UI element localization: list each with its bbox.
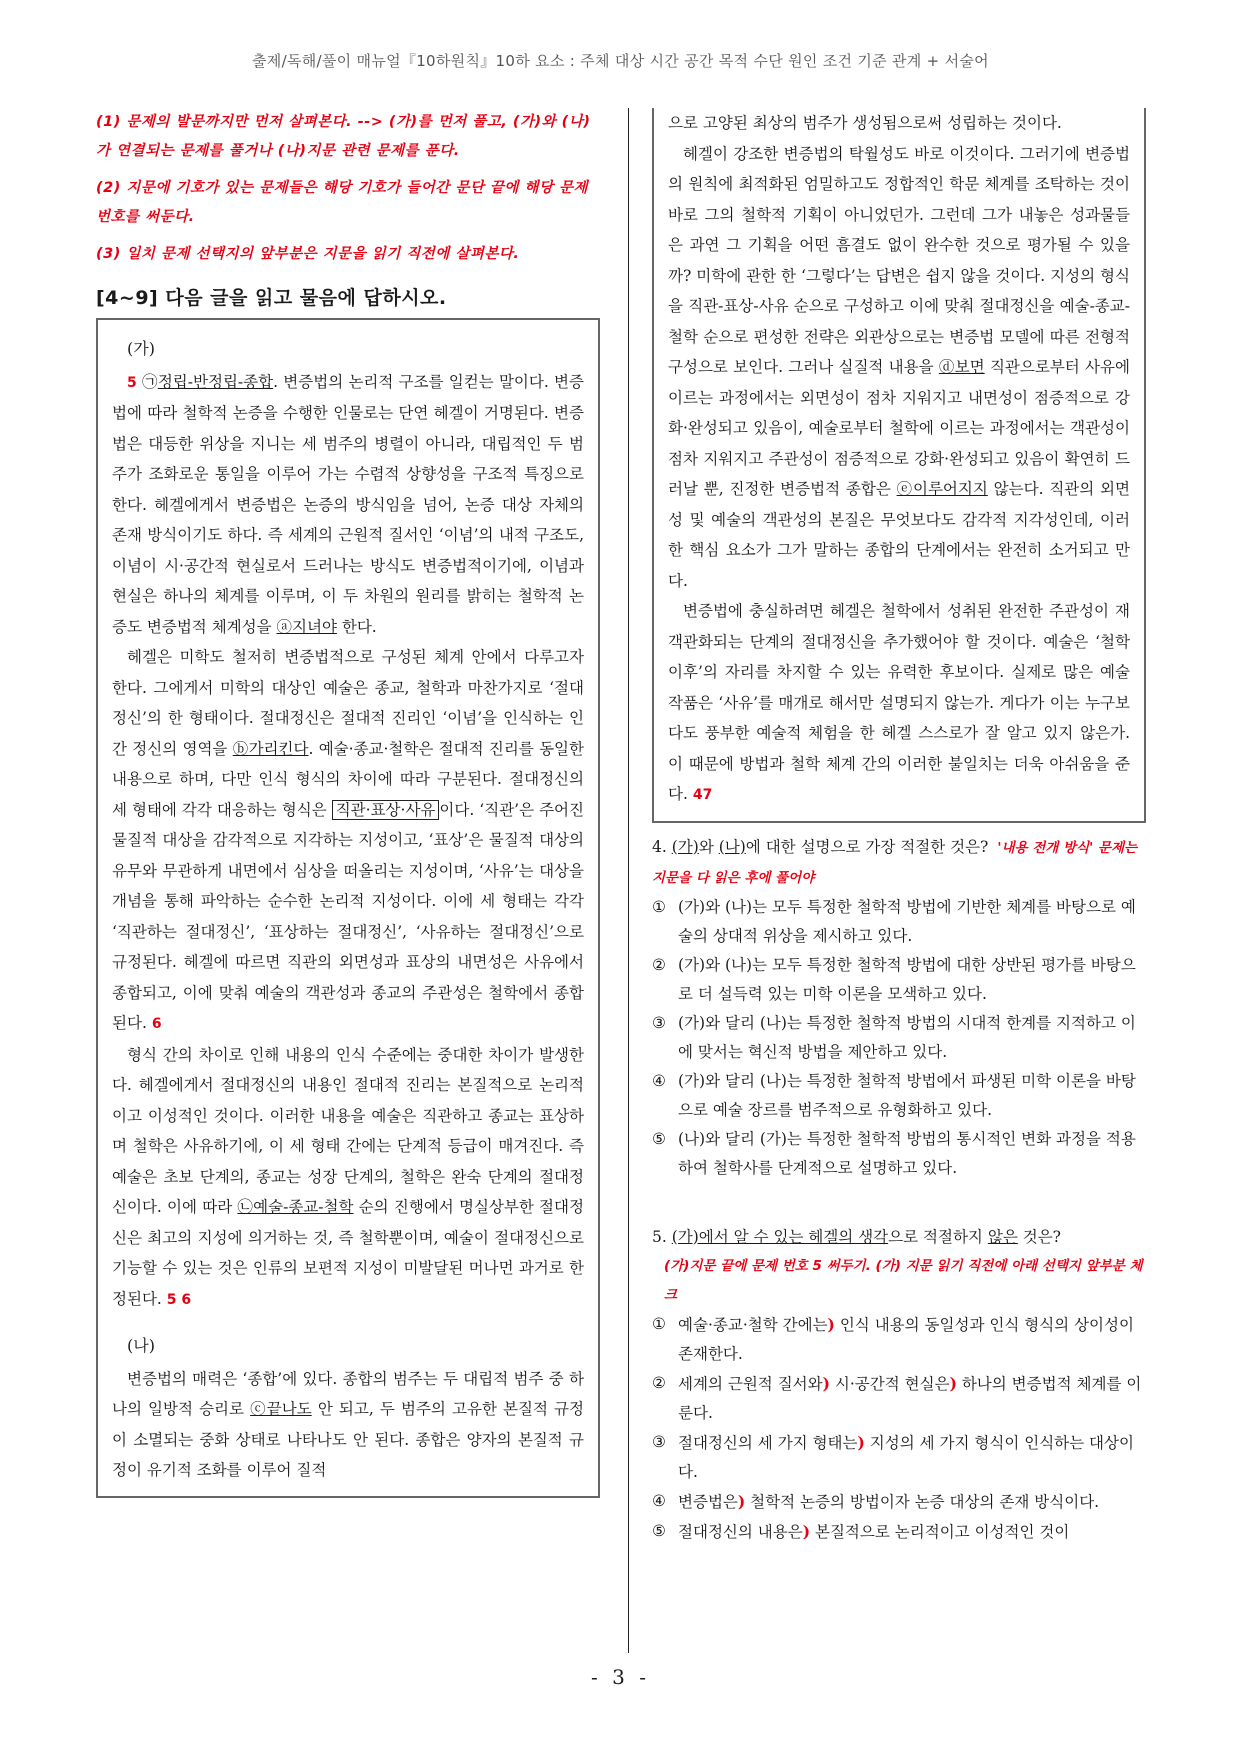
option-number: ② — [652, 1373, 666, 1392]
option-lead: 예술·종교·철학 간에는 — [678, 1315, 828, 1334]
option-text: (가)와 달리 (나)는 특정한 철학적 방법에서 파생된 미학 이론을 바탕으로 예술 장르를 범주적으로 유형화하고 있다. — [678, 1071, 1136, 1119]
option-number: ③ — [652, 1013, 666, 1032]
page-number: - 3 - — [591, 1665, 650, 1689]
option[interactable] — [652, 1009, 1146, 1067]
option[interactable] — [652, 1067, 1146, 1125]
option-lead: 절대정신의 내용은 — [678, 1522, 803, 1541]
underlined-term: ⓑ가리킨다 — [232, 739, 309, 758]
option[interactable] — [652, 893, 1146, 951]
paragraph-text: 헤겔은 미학도 철저히 변증법적으로 구성된 체계 안에서 다루고자 한다. 그에게서 미학의 대상인 예술은 종교, 철학과 마찬가지로 ‘절대정신’의 한 형태이다. 절대정신은 절대적 진리인 ‘이념’을 인식하는 인간 정신의 영역을 — [112, 648, 584, 758]
option-text: (나)와 달리 (가)는 특정한 철학적 방법의 통시적인 변화 과정을 적용하여 철학사를 단계적으로 설명하고 있다. — [678, 1129, 1136, 1177]
option[interactable] — [652, 1428, 1146, 1487]
note-2: (2) 지문에 기호가 있는 문제들은 해당 기호가 들어간 문단 끝에 해당 문제 번호를 써둔다. — [96, 180, 589, 225]
underlined-term: ㉡예술-종교-철학 — [237, 1198, 354, 1216]
boxed-term: 직관·표상·사유 — [332, 800, 440, 820]
option-rest: 본질적으로 논리적이고 이성적인 것이 — [810, 1522, 1070, 1541]
option-number: ② — [652, 955, 666, 974]
option-lead: 세계의 근원적 질서와 — [678, 1374, 823, 1393]
section-label-na: (나) — [127, 1336, 155, 1355]
circle-label: ㉠ — [142, 372, 158, 391]
option-rest: 하나의 변증법적 체계를 이룬다. — [678, 1374, 1142, 1422]
option-lead: 절대정신의 세 가지 형태는 — [678, 1433, 858, 1452]
paragraph-text: 헤겔이 강조한 변증법의 탁월성도 바로 이것이다. 그러기에 변증법의 원칙에 최적화된 엄밀하고도 정합적인 학문 체계를 조탁하는 것이 바로 그의 철학적 기획이 아니었던가. 그런데 그가 내놓은 성과물들은 과연 그 기획을 어떤 흠결도 없이 완수한 것으로 평가될 수 있을까? 미학에 관한 한 ‘그렇다’는 답변은 쉽지 않을 것이다. 지성의 형식을 직관-표상-사유 순으로 구성하고 이에 맞춰 절대정신을 예술-종교-철학 순으로 편성한 전략은 외관상으로는 변증법 모델에 따른 전형적 구성으로 보인다. 그러나 실질적 내용을 — [668, 144, 1130, 376]
handwritten-note: '내용 전개 방식' 문제는 지문을 다 읽은 후에 풀어야 — [652, 839, 1138, 886]
question-number: 4. — [652, 837, 667, 856]
section-label-ga: (가) — [127, 339, 155, 358]
option[interactable] — [652, 1369, 1146, 1428]
question-5-title — [652, 1223, 1146, 1252]
underlined-term: ⓓ보면 — [938, 358, 985, 376]
question-heading: [4~9] 다음 글을 읽고 물음에 답하시오. — [96, 287, 447, 309]
option-rest: 철학적 논증의 방법이자 논증 대상의 존재 방식이다. — [745, 1492, 1100, 1511]
problem-mark: 5 6 — [166, 1291, 192, 1308]
paragraph-text: 직관으로부터 사유에 이르는 과정에서는 외면성이 점차 지워지고 내면성이 점증적으로 강화·완성되고 있음이, 예술로부터 철학에 이르는 과정에서는 객관성이 점차 지워지고 주관성이 점증적으로 강화·완성되고 있음이 확연히 드러날 뿐, 진정한 변증법적 종합은 — [668, 358, 1130, 498]
option[interactable] — [652, 1310, 1146, 1369]
problem-mark: 6 — [151, 1016, 162, 1032]
option-mid: 시·공간적 현실은 — [829, 1374, 950, 1393]
question-4-title — [652, 833, 1146, 893]
left-column — [96, 108, 600, 1498]
option-number: ① — [652, 897, 666, 916]
option-text: (가)와 (나)는 모두 특정한 철학적 방법에 기반한 체계를 바탕으로 예술의 상대적 위상을 제시하고 있다. — [678, 897, 1136, 945]
option-text: 세계의 근원적 질서와) 시·공간적 현실은) 하나의 변증법적 체계를 이룬다. — [678, 1373, 1142, 1422]
option-number: ⑤ — [652, 1521, 666, 1540]
option-text: 변증법은) 철학적 논증의 방법이자 논증 대상의 존재 방식이다. — [678, 1491, 1100, 1511]
paragraph-text: 한다. — [336, 617, 377, 636]
option-text: (가)와 (나)는 모두 특정한 철학적 방법에 대한 상반된 평가를 바탕으로 더 설득력 있는 미학 이론을 모색하고 있다. — [678, 955, 1136, 1003]
passage-box-right — [652, 108, 1146, 823]
underlined-term: (나) — [718, 837, 746, 856]
option-rest: 인식 내용의 동일성과 인식 형식의 상이성이 존재한다. — [678, 1315, 1134, 1363]
handwritten-notes — [96, 108, 600, 269]
option-text: 절대정신의 세 가지 형태는) 지성의 세 가지 형식이 인식하는 대상이다. — [678, 1432, 1134, 1481]
paragraph-text: 변증법에 충실하려면 헤겔은 철학에서 성취된 완전한 주관성이 재객관화되는 단계의 절대정신을 추가했어야 할 것이다. 예술은 ‘철학 이후’의 자리를 차지할 수 있는 유력한 후보이다. 실제로 많은 예술 작품은 ‘사유’를 매개로 해서만 설명되지 않는가. 게다가 이는 누구보다도 풍부한 예술적 체험을 한 헤겔 스스로가 잘 알고 있지 않은가. 이 때문에 방법과 철학 체계 간의 이러한 불일치는 더욱 아쉬움을 준다. — [668, 602, 1130, 803]
paragraph-1 — [112, 367, 584, 643]
option-rest: 지성의 세 가지 형식이 인식하는 대상이다. — [678, 1433, 1134, 1481]
underlined-term: 정립-반정립-종합 — [157, 372, 274, 391]
note-3: (3) 일치 문제 선택지의 앞부분은 지문을 읽기 직전에 살펴본다. — [96, 246, 520, 262]
question-text: 것은? — [1017, 1227, 1061, 1246]
paragraph-4 — [112, 1364, 584, 1486]
option-lead: 변증법은 — [678, 1492, 738, 1511]
paragraph-5 — [668, 139, 1130, 597]
right-column — [652, 108, 1146, 1547]
option[interactable] — [652, 1517, 1146, 1547]
paragraph-text: . 변증법의 논리적 구조를 일컫는 말이다. 변증법에 따라 철학적 논증을 수행한 인물로는 단연 헤겔이 거명된다. 변증법은 대등한 위상을 지니는 세 범주의 병렬이 아니라, 대립적인 두 범주가 조화로운 통일을 이루어 가는 수렴적 상향성을 구조적 특징으로 한다. 헤겔에게서 변증법은 논증의 방식임을 넘어, 논증 대상 자체의 존재 방식이기도 하다. 즉 세계의 근원적 질서인 ‘이념’의 내적 구조도, 이념이 시·공간적 현실로서 드러나는 방식도 변증법적이기에, 이념과 현실은 하나의 체계를 이루며, 이 두 차원의 원리를 밝히는 철학적 논증도 변증법적 체계성을 — [112, 372, 584, 636]
question-text: 에 대한 설명으로 가장 적절한 것은? — [745, 837, 989, 856]
handwritten-note: (가)지문 끝에 문제 번호 5 써두기. (가) 지문 읽기 직전에 아래 선택지 앞부분 체크 — [664, 1257, 1143, 1303]
note-1: (1) 문제의 발문까지만 먼저 살펴본다. --> (가)를 먼저 풀고, (가)와 (나)가 연결되는 문제를 풀거나 (나)지문 관련 문제를 푼다. — [96, 114, 591, 159]
paragraph-text: 순의 진행에서 명실상부한 절대정신은 최고의 지성에 의거하는 것, 즉 철학뿐이며, 예술이 절대정신으로 기능할 수 있는 것은 인류의 보편적 지성이 미발달된 머나먼 과거로 한정된다. — [112, 1198, 584, 1308]
page-header: 출제/독해/풀이 매뉴얼『10하원칙』10하 요소 : 주체 대상 시간 공간 목적 수단 원인 조건 기준 관계 + 서술어 — [252, 52, 989, 70]
underlined-term: ⓔ이루어지지 — [896, 480, 988, 498]
question-5 — [652, 1223, 1146, 1547]
question-text: 와 — [698, 837, 719, 856]
paragraph-text: 변증법의 매력은 ‘종합’에 있다. 종합의 범주는 두 대립적 범주 중 하나의 일방적 승리로 — [112, 1369, 584, 1418]
option[interactable] — [652, 1125, 1146, 1183]
option[interactable] — [652, 1487, 1146, 1517]
option-text: 예술·종교·철학 간에는) 인식 내용의 동일성과 인식 형식의 상이성이 존재한다. — [678, 1314, 1134, 1363]
underlined-term: 않은 — [987, 1227, 1018, 1246]
question-number: 5. — [652, 1227, 667, 1246]
paragraph-3 — [112, 1040, 584, 1316]
paragraph-text: 안 되고, 두 범주의 고유한 본질적 규정이 소멸되는 중화 상태로 나타나도 안 된다. 종합은 양자의 본질적 규정이 유기적 조화를 이루어 질적 — [112, 1400, 584, 1479]
option-number: ① — [652, 1314, 666, 1333]
question-4 — [652, 833, 1146, 1183]
paragraph-6 — [668, 596, 1130, 811]
passage-box-left — [96, 318, 600, 1498]
paragraph-text: 않는다. 직관의 외면성 및 예술의 객관성의 본질은 무엇보다도 감각적 지각성인데, 이러한 핵심 요소가 그가 말하는 종합의 단계에서는 완전히 소거되고 만다. — [668, 480, 1130, 590]
paragraph-4-continued: 으로 고양된 최상의 범주가 생성됨으로써 성립하는 것이다. — [668, 114, 1062, 132]
question-text: 으로 적절하지 — [888, 1227, 988, 1246]
paragraph-text: . 예술·종교·철학은 절대적 진리를 동일한 내용으로 하며, 다만 인식 형식의 차이에 따라 구분된다. 절대정신의 세 형태에 각각 대응하는 형식은 — [112, 739, 584, 819]
underlined-term: ⓐ지녀야 — [276, 617, 337, 636]
paragraph-text: 이다. ‘직관’은 주어진 물질적 대상을 감각적으로 지각하는 지성이고, ‘표상’은 물질적 대상의 유무와 무관하게 내면에서 심상을 떠올리는 지성이며, ‘사유’는 대상을 개념을 통해 파악하는 순수한 논리적 지성이다. 이에 세 형태는 각각 ‘직관하는 절대정신’, ‘표상하는 절대정신’, ‘사유하는 절대정신’으로 규정된다. 헤겔에 따르면 직관의 외면성과 표상의 내면성은 사유에서 종합되고, 이에 맞춰 예술의 객관성과 종교의 주관성은 철학에서 종합된다. — [112, 800, 584, 1032]
paragraph-2 — [112, 642, 584, 1040]
option[interactable] — [652, 951, 1146, 1009]
problem-mark: 47 — [692, 787, 713, 803]
option-number: ④ — [652, 1071, 666, 1090]
problem-mark: 5 — [127, 374, 137, 391]
underlined-term: (가) — [671, 837, 699, 856]
column-divider — [628, 108, 629, 1653]
underlined-term: ⓒ끝나도 — [250, 1400, 312, 1418]
option-number: ③ — [652, 1432, 666, 1451]
option-number: ⑤ — [652, 1129, 666, 1148]
option-text: 절대정신의 내용은) 본질적으로 논리적이고 이성적인 것이 — [678, 1521, 1070, 1541]
underlined-term: (가)에서 알 수 있는 헤겔의 생각 — [671, 1227, 889, 1246]
paragraph-text: 형식 간의 차이로 인해 내용의 인식 수준에는 중대한 차이가 발생한다. 헤겔에게서 절대정신의 내용인 절대적 진리는 본질적으로 논리적이고 이성적인 것이다. 이러한 내용을 예술은 직관하고 종교는 표상하며 철학은 사유하기에, 이 세 형태 간에는 단계적 등급이 매겨진다. 즉 예술은 초보 단계의, 종교는 성장 단계의, 철학은 완숙 단계의 절대정신이다. 이에 따라 — [112, 1045, 584, 1216]
option-number: ④ — [652, 1491, 666, 1510]
option-text: (가)와 달리 (나)는 특정한 철학적 방법의 시대적 한계를 지적하고 이에 맞서는 혁신적 방법을 제안하고 있다. — [678, 1013, 1136, 1061]
